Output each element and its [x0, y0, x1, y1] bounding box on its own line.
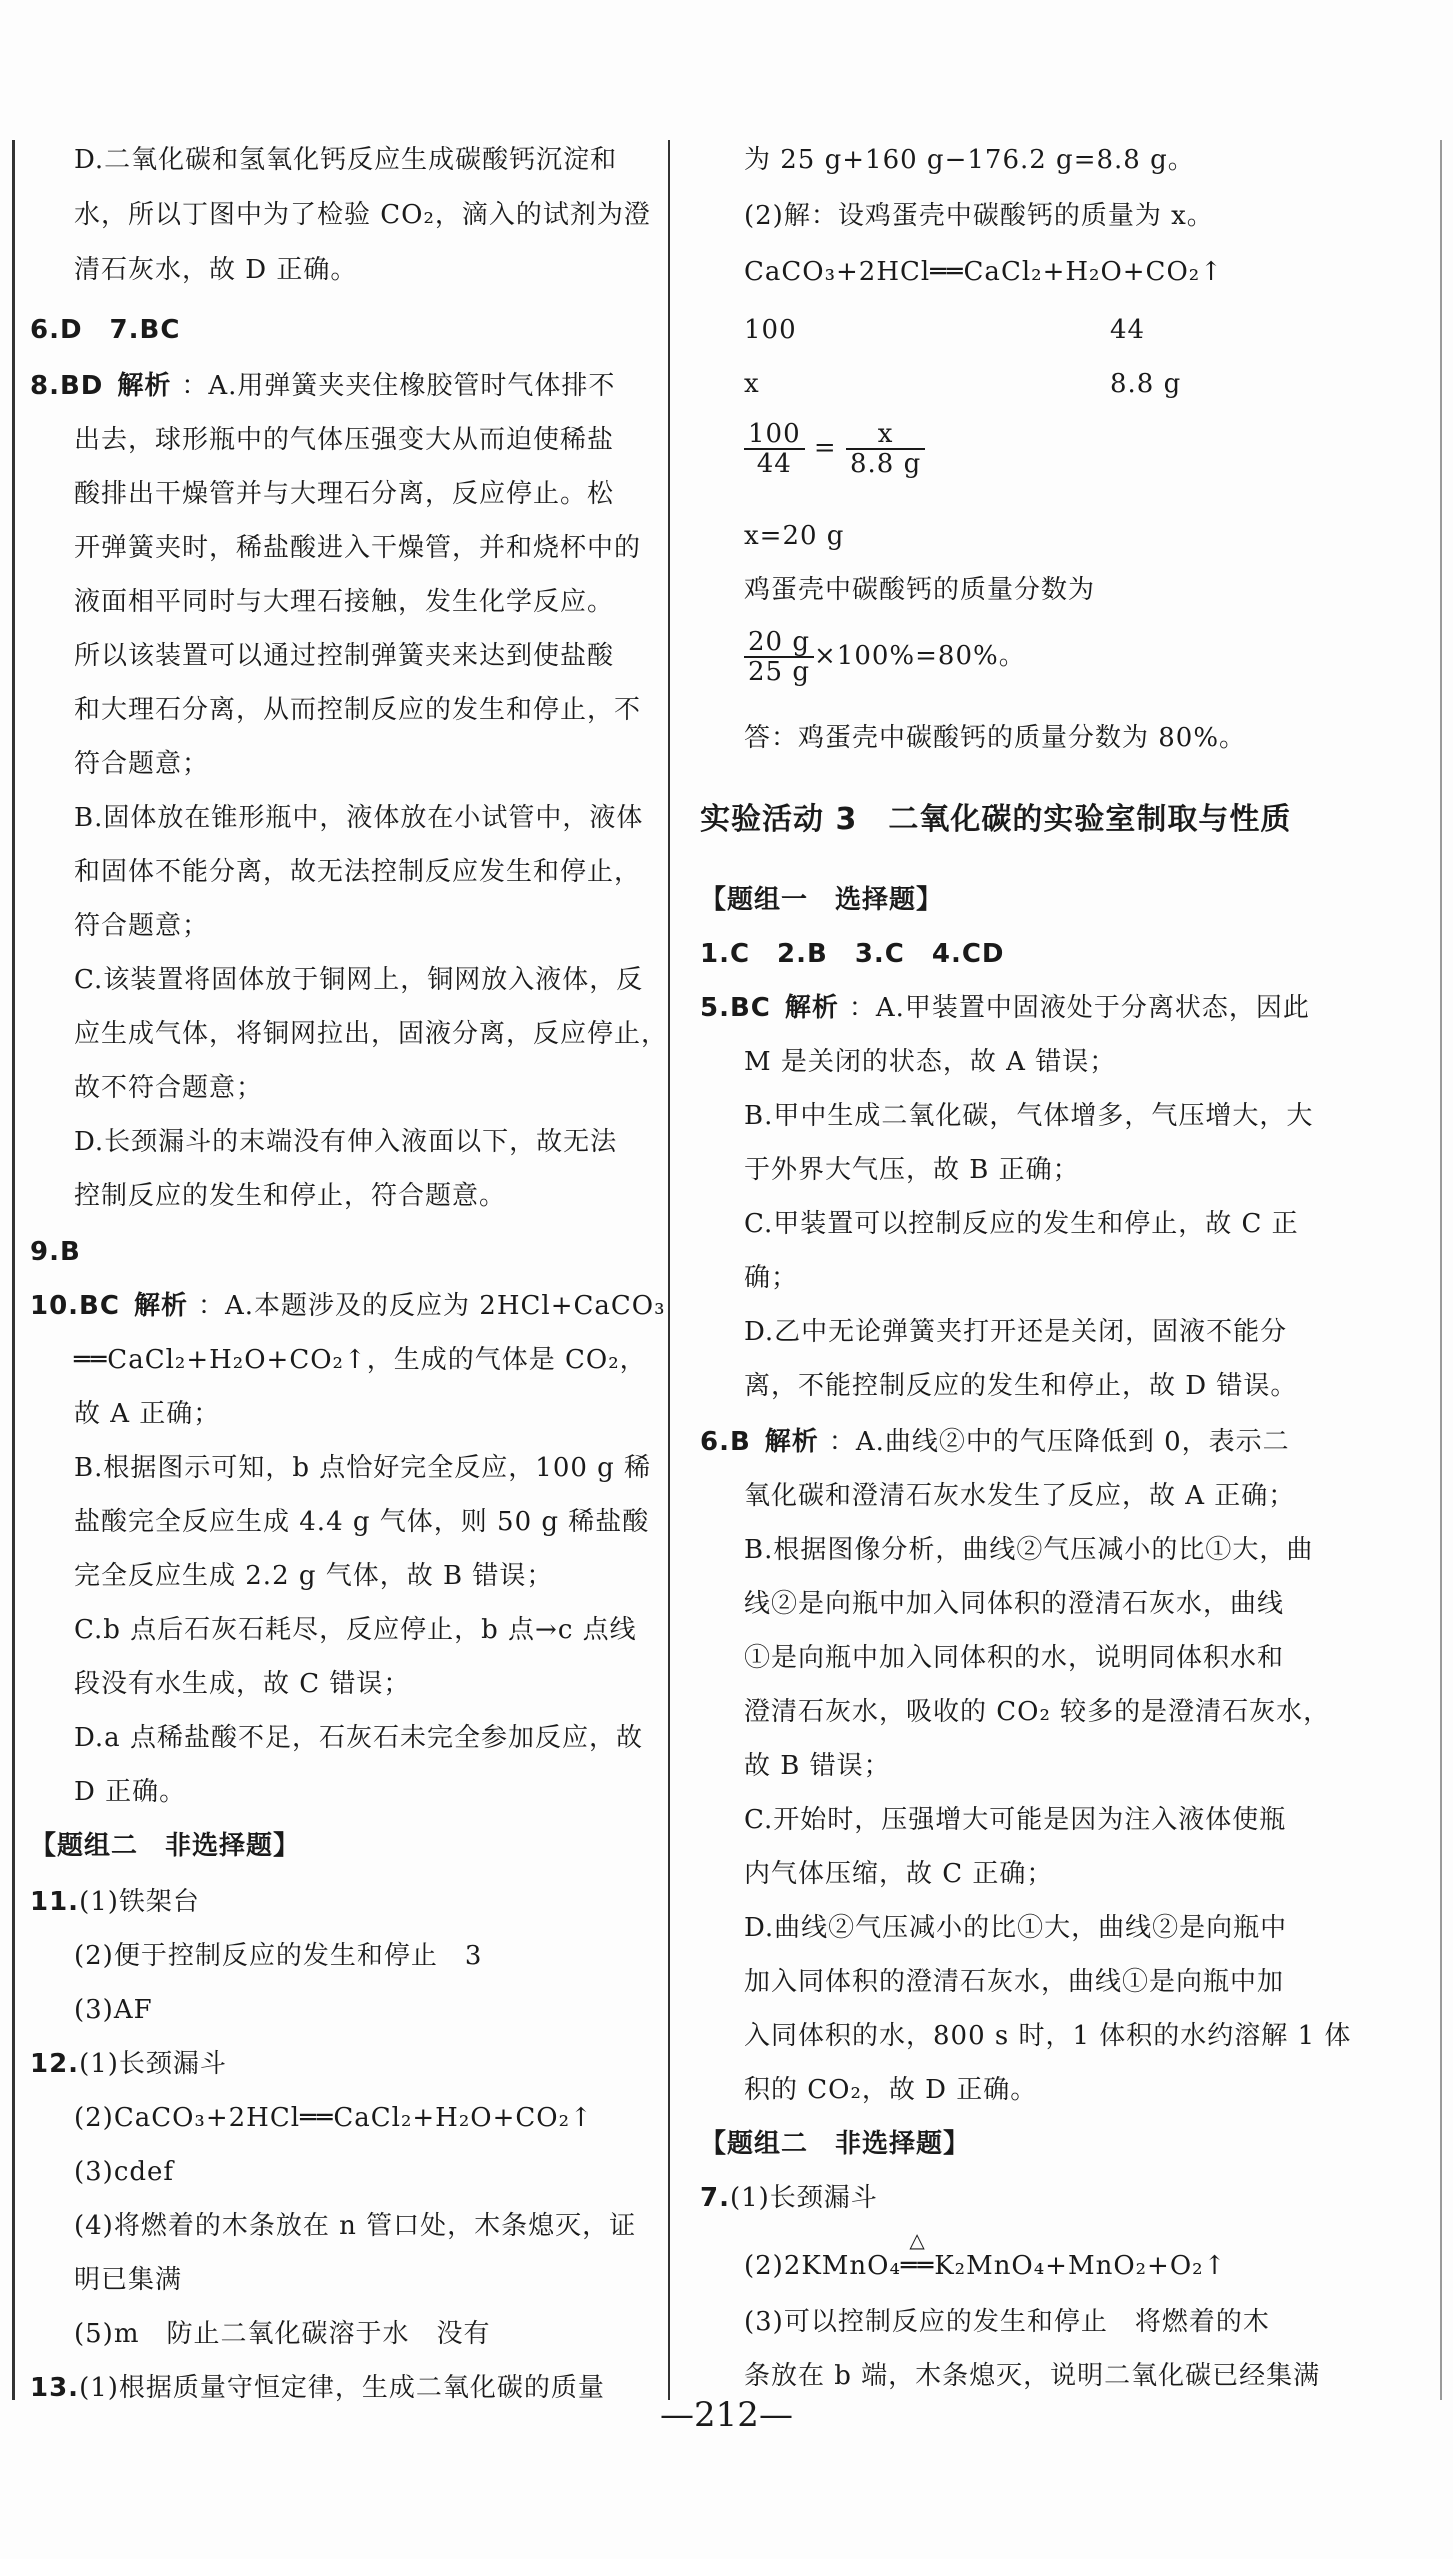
- text-line: 故 A 正确；: [74, 1399, 221, 1429]
- text-line: D 正确。: [74, 1777, 187, 1807]
- text-line: (5)m 防止二氧化碳溶于水 没有: [74, 2319, 491, 2349]
- text-line: D.曲线②气压减小的比①大，曲线②是向瓶中: [744, 1913, 1288, 1943]
- heat-symbol: △: [909, 2228, 926, 2252]
- text-line: 完全反应生成 2.2 g 气体，故 B 错误；: [74, 1561, 554, 1591]
- text-line: 和固体不能分离，故无法控制反应发生和停止，: [74, 857, 642, 887]
- text-line: 线②是向瓶中加入同体积的澄清石灰水，曲线: [744, 1589, 1285, 1619]
- text-line: (2)便于控制反应的发生和停止 3: [74, 1941, 483, 1971]
- text-line: 液面相平同时与大理石接触，发生化学反应。: [74, 587, 615, 617]
- text-line: 故不符合题意；: [74, 1073, 264, 1103]
- q5-analysis-tag: 解析: [784, 993, 839, 1023]
- text-line: 鸡蛋壳中碳酸钙的质量分数为: [744, 575, 1096, 605]
- unknown-x: x: [744, 369, 760, 399]
- q6-number: 6.B: [700, 1427, 751, 1457]
- question-6: [700, 1422, 1290, 1462]
- text-line: 应生成气体，将铜网拉出，固液分离，反应停止，: [74, 1019, 669, 1049]
- text-line: K₂MnO₄+MnO₂+O₂↑: [934, 2251, 1227, 2281]
- text-line: 酸排出干燥管并与大理石分离，反应停止。松: [74, 479, 615, 509]
- q6-analysis-tag: 解析: [764, 1427, 819, 1457]
- equals-sign: ══: [900, 2251, 935, 2281]
- text-line: D.二氧化碳和氢氧化钙反应生成碳酸钙沉淀和: [74, 145, 618, 175]
- text-line: (1)根据质量守恒定律，生成二氧化碳的质量: [79, 2373, 605, 2403]
- text-line: (1)长颈漏斗: [729, 2183, 878, 2213]
- question-12: [30, 2044, 227, 2084]
- text-line: 符合题意；: [74, 911, 210, 941]
- text-line: C.b 点后石灰石耗尽，反应停止，b 点→c 点线: [74, 1615, 637, 1645]
- text-line: (3)可以控制反应的发生和停止 将燃着的木: [744, 2307, 1270, 2337]
- text-line: 盐酸完全反应生成 4.4 g 气体，则 50 g 稀盐酸: [74, 1507, 650, 1537]
- group-two-heading: 【题组二 非选择题】: [30, 1831, 301, 1861]
- text-line: 条放在 b 端，木条熄灭，说明二氧化碳已经集满: [744, 2361, 1321, 2391]
- text-line: 于外界大气压，故 B 正确；: [744, 1155, 1080, 1185]
- text-line: ×100%=80%。: [814, 641, 1026, 671]
- text-line: 离，不能控制反应的发生和停止，故 D 错误。: [744, 1371, 1298, 1401]
- question-10: [30, 1286, 666, 1326]
- text-line: D.乙中无论弹簧夹打开还是关闭，固液不能分: [744, 1317, 1288, 1347]
- q8-number: 8.BD: [30, 371, 104, 401]
- chemical-equation: CaCO₃+2HCl══CaCl₂+H₂O+CO₂↑: [744, 257, 1223, 287]
- denominator: 44: [756, 449, 792, 479]
- text-line: 清石灰水，故 D 正确。: [74, 255, 358, 285]
- text-line: 加入同体积的澄清石灰水，曲线①是向瓶中加: [744, 1967, 1285, 1997]
- text-line: (4)将燃着的木条放在 n 管口处，木条熄灭，证: [74, 2211, 637, 2241]
- text-line: D.长颈漏斗的末端没有伸入液面以下，故无法: [74, 1127, 618, 1157]
- text-line: 出去，球形瓶中的气体压强变大从而迫使稀盐: [74, 425, 615, 455]
- text-line: C.甲装置可以控制反应的发生和停止，故 C 正: [744, 1209, 1299, 1239]
- q11-number: 11.: [30, 1887, 80, 1917]
- text-line: ①是向瓶中加入同体积的水，说明同体积水和: [744, 1643, 1285, 1673]
- denominator: 8.8 g: [849, 449, 922, 479]
- text-line: (2)2KMnO₄: [744, 2251, 901, 2281]
- question-11: [30, 1882, 200, 1922]
- text-line: D.a 点稀盐酸不足，石灰石未完全参加反应，故: [74, 1723, 643, 1753]
- text-line: ：A.用弹簧夹夹住橡胶管时气体排不: [181, 371, 616, 401]
- text-line: ══CaCl₂+H₂O+CO₂↑，生成的气体是 CO₂，: [74, 1345, 647, 1375]
- co2-mass: 8.8 g: [1110, 369, 1182, 399]
- text-line: 为 25 g+160 g−176.2 g=8.8 g。: [744, 145, 1195, 175]
- text-line: 氧化碳和澄清石灰水发生了反应，故 A 正确；: [744, 1481, 1296, 1511]
- question-7: [700, 2178, 878, 2218]
- heating-equals: [900, 2228, 935, 2286]
- denominator: 25 g: [748, 657, 810, 687]
- group-one-heading: 【题组一 选择题】: [700, 885, 944, 915]
- text-line: B.固体放在锥形瓶中，液体放在小试管中，液体: [74, 803, 644, 833]
- numerator: x: [846, 420, 925, 450]
- text-line: ：A.曲线②中的气压降低到 0，表示二: [828, 1427, 1290, 1457]
- text-line: B.根据图示可知，b 点恰好完全反应，100 g 稀: [74, 1453, 652, 1483]
- text-line: (3)AF: [74, 1995, 153, 2025]
- q10-analysis-tag: 解析: [133, 1291, 188, 1321]
- section-title: 实验活动 3 二氧化碳的实验室制取与性质: [700, 802, 1292, 837]
- text-line: 水，所以丁图中为了检验 CO₂，滴入的试剂为澄: [74, 200, 651, 230]
- text-line: 确；: [744, 1263, 799, 1293]
- text-line: ：A.甲装置中固液处于分离状态，因此: [848, 993, 1310, 1023]
- text-line: B.甲中生成二氧化碳，气体增多，气压增大，大: [744, 1101, 1314, 1131]
- text-line: 故 B 错误；: [744, 1751, 891, 1781]
- left-margin-rule: [12, 140, 15, 2400]
- column-divider: [668, 140, 670, 2400]
- answers-1-4: 1.C 2.B 3.C 4.CD: [700, 939, 1005, 969]
- q12-number: 12.: [30, 2049, 80, 2079]
- question-7-part-2: [744, 2228, 1227, 2286]
- question-8: [30, 366, 615, 406]
- text-line: (1)铁架台: [79, 1887, 200, 1917]
- text-line: (3)cdef: [74, 2157, 175, 2187]
- molar-mass-co2: 44: [1110, 315, 1146, 345]
- text-line: ：A.本题涉及的反应为 2HCl+CaCO₃: [197, 1291, 666, 1321]
- text-line: 开弹簧夹时，稀盐酸进入干燥管，并和烧杯中的: [74, 533, 642, 563]
- proportion-equation: [744, 420, 925, 478]
- text-line: C.该装置将固体放于铜网上，铜网放入液体，反: [74, 965, 644, 995]
- text-line: 段没有水生成，故 C 错误；: [74, 1669, 411, 1699]
- text-line: x=20 g: [744, 521, 845, 551]
- text-line: B.根据图像分析，曲线②气压减小的比①大，曲: [744, 1535, 1314, 1565]
- fraction: [846, 420, 925, 478]
- text-line: (2)解：设鸡蛋壳中碳酸钙的质量为 x。: [744, 201, 1214, 231]
- fraction: [744, 420, 805, 478]
- group-two-heading: 【题组二 非选择题】: [700, 2129, 971, 2159]
- text-line: (1)长颈漏斗: [79, 2049, 227, 2079]
- numerator: 20 g: [744, 628, 814, 658]
- question-5: [700, 988, 1310, 1028]
- percentage-equation: [744, 628, 1026, 686]
- right-margin-rule: [1440, 140, 1442, 2400]
- text-line: 积的 CO₂，故 D 正确。: [744, 2075, 1038, 2105]
- q8-analysis-tag: 解析: [117, 371, 172, 401]
- text-line: 澄清石灰水，吸收的 CO₂ 较多的是澄清石灰水，: [744, 1697, 1331, 1727]
- text-line: 控制反应的发生和停止，符合题意。: [74, 1181, 507, 1211]
- text-line: 和大理石分离，从而控制反应的发生和停止，不: [74, 695, 642, 725]
- molar-mass-caco3: 100: [744, 315, 797, 345]
- q5-number: 5.BC: [700, 993, 771, 1023]
- text-line: M 是关闭的状态，故 A 错误；: [744, 1047, 1117, 1077]
- fraction: [744, 628, 814, 686]
- q10-number: 10.BC: [30, 1291, 120, 1321]
- text-line: 内气体压缩，故 C 正确；: [744, 1859, 1054, 1889]
- text-line: 所以该装置可以通过控制弹簧夹来达到使盐酸: [74, 641, 615, 671]
- page-number: —212—: [660, 2395, 793, 2435]
- text-line: 符合题意；: [74, 749, 210, 779]
- text-line: C.开始时，压强增大可能是因为注入液体使瓶: [744, 1805, 1287, 1835]
- equals-sign: =: [813, 433, 837, 463]
- q7-number: 7.: [700, 2183, 730, 2213]
- text-line: (2)CaCO₃+2HCl══CaCl₂+H₂O+CO₂↑: [74, 2103, 593, 2133]
- answer-line: 答：鸡蛋壳中碳酸钙的质量分数为 80%。: [744, 723, 1247, 753]
- answer-6-7: 6.D 7.BC: [30, 315, 181, 345]
- numerator: 100: [744, 420, 805, 450]
- answer-9: 9.B: [30, 1237, 81, 1267]
- text-line: 明已集满: [74, 2265, 183, 2295]
- q13-number: 13.: [30, 2373, 80, 2403]
- text-line: 入同体积的水，800 s 时，1 体积的水约溶解 1 体: [744, 2021, 1352, 2051]
